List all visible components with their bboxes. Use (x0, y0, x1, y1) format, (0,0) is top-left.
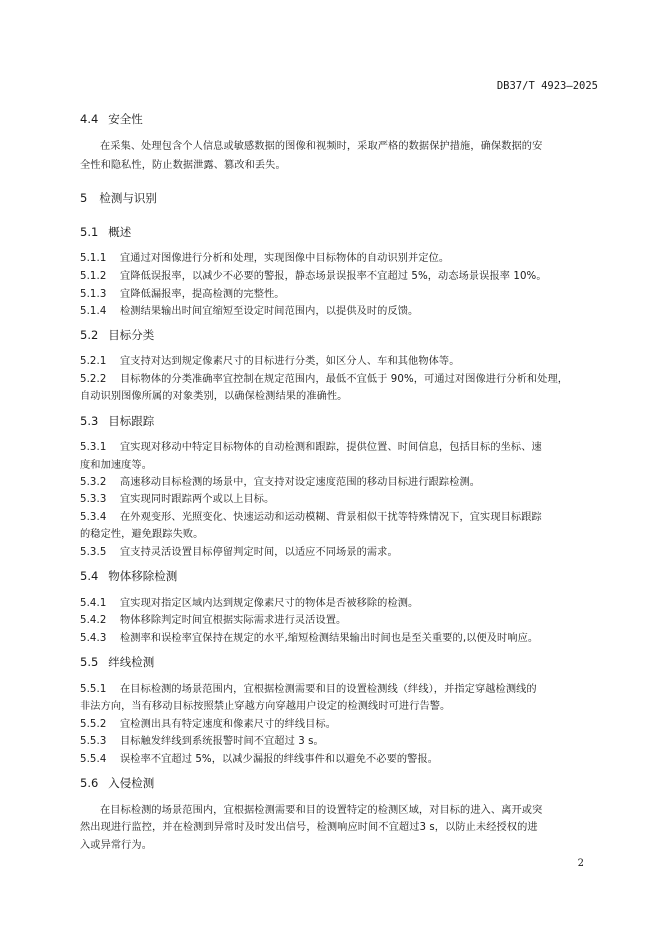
clause-text: 宜通过对图像进行分析和处理，实现图像中目标物体的自动识别并定位。 (120, 253, 450, 264)
clause-5-2-2 (80, 370, 568, 385)
document-code: DB37/T 4923—2025 (496, 80, 598, 92)
clause-text: 宜支持对达到规定像素尺寸的目标进行分类，如区分人、车和其他物体等。 (120, 356, 460, 367)
clause-text: 目标触发绊线到系统报警时间不宜超过 3 s。 (120, 736, 324, 747)
clause-number: 5.3.3 (80, 494, 107, 505)
section-title: 概述 (108, 225, 132, 239)
clause-5-4-3 (80, 629, 538, 644)
clause-continuation: 非法方向，当有移动目标按照禁止穿越方向穿越用户设定的检测线时可进行告警。 (80, 701, 451, 712)
section-heading-5-5 (80, 654, 154, 670)
section-title: 目标分类 (108, 328, 155, 342)
clause-number: 5.4.1 (80, 598, 107, 609)
clause-number: 5.2.1 (80, 356, 107, 367)
clause-5-1-4 (80, 302, 418, 317)
clause-5-4-2 (80, 611, 346, 626)
clause-text: 宜支持灵活设置目标停留判定时间，以适应不同场景的需求。 (120, 547, 398, 558)
clause-text: 误检率不宜超过 5%，以减少漏报的绊线事件和以避免不必要的警报。 (120, 754, 439, 765)
clause-5-5-2 (80, 715, 336, 730)
section-number: 5.2 (80, 328, 99, 342)
clause-text: 检测结果输出时间宜缩短至设定时间范围内，以提供及时的反馈。 (120, 306, 419, 317)
clause-text: 在外观变形、光照变化、快速运动和运动模糊、背景相似干扰等特殊情况下，宜实现目标跟踪 (120, 512, 542, 523)
clause-5-5-4 (80, 750, 438, 765)
clause-number: 5.1.4 (80, 306, 107, 317)
clause-number: 5.1.2 (80, 271, 107, 282)
clause-text: 物体移除判定时间宜根据实际需求进行灵活设置。 (120, 615, 347, 626)
paragraph-line: 在目标检测的场景范围内，宜根据检测需要和目的设置特定的检测区域，对目标的进入、离开或突 (100, 805, 543, 816)
clause-text: 宜实现同时跟踪两个或以上目标。 (120, 494, 275, 505)
clause-5-3-4 (80, 508, 542, 523)
section-title: 目标跟踪 (108, 414, 155, 428)
section-heading-5-4 (80, 568, 177, 584)
section-heading-5-2 (80, 327, 154, 343)
clause-number: 5.4.3 (80, 633, 107, 644)
section-number: 5.5 (80, 655, 99, 669)
clause-5-4-1 (80, 594, 418, 609)
section-heading-4-4 (80, 111, 143, 127)
clause-5-5-1 (80, 680, 537, 695)
page-number: 2 (577, 858, 584, 869)
clause-number: 5.3.5 (80, 547, 107, 558)
clause-continuation: 度和加速度等。 (80, 460, 153, 471)
clause-text: 检测率和误检率宜保持在规定的水平,缩短检测结果输出时间也是至关重要的,以便及时响应。 (120, 633, 539, 644)
clause-number: 5.5.3 (80, 736, 107, 747)
section-heading-5-6 (80, 775, 154, 791)
section-number: 5.3 (80, 414, 99, 428)
section-number: 5.6 (80, 776, 99, 790)
paragraph-line: 在采集、处理包含个人信息或敏感数据的图像和视频时，采取严格的数据保护措施，确保数据的安 (100, 141, 543, 152)
clause-text: 宜检测出具有特定速度和像素尺寸的绊线目标。 (120, 719, 337, 730)
clause-text: 宜降低误报率，以减少不必要的警报，静态场景误报率不宜超过 5%，动态场景误报率 10%。 (120, 271, 547, 282)
clause-number: 5.5.2 (80, 719, 107, 730)
clause-5-3-3 (80, 490, 274, 505)
clause-text: 在目标检测的场景范围内，宜根据检测需要和目的设置检测线（绊线），并指定穿越检测线的 (120, 684, 537, 695)
clause-continuation: 自动识别图像所属的对象类别，以确保检测结果的准确性。 (80, 391, 348, 402)
clause-text: 目标物体的分类准确率宜控制在规定范围内，最低不宜低于 90%，可通过对图像进行分析和处理， (120, 374, 569, 385)
chapter-number: 5 (80, 191, 88, 205)
clause-text: 宜实现对移动中特定目标物体的自动检测和跟踪，提供位置、时间信息，包括目标的坐标、速 (120, 442, 542, 453)
section-heading-5-3 (80, 413, 154, 429)
clause-text: 宜降低漏报率，提高检测的完整性。 (120, 289, 285, 300)
clause-5-3-2 (80, 473, 480, 488)
clause-number: 5.1.3 (80, 289, 107, 300)
paragraph-line: 然出现进行监控，并在检测到异常时及时发出信号，检测响应时间不宜超过3 s，以防止未经授权的进 (80, 822, 538, 833)
clause-5-1-1 (80, 249, 449, 264)
section-title: 入侵检测 (108, 776, 155, 790)
section-title: 物体移除检测 (108, 569, 178, 583)
clause-number: 5.3.1 (80, 442, 107, 453)
clause-5-1-3 (80, 285, 285, 300)
clause-5-3-1 (80, 438, 542, 453)
clause-continuation: 的稳定性，避免跟踪失败。 (80, 529, 204, 540)
clause-5-3-5 (80, 543, 398, 558)
clause-5-5-3 (80, 732, 324, 747)
section-number: 5.4 (80, 569, 99, 583)
clause-text: 高速移动目标检测的场景中，宜支持对设定速度范围的移动目标进行跟踪检测。 (120, 477, 481, 488)
clause-number: 5.5.4 (80, 754, 107, 765)
clause-number: 5.3.2 (80, 477, 107, 488)
clause-number: 5.5.1 (80, 684, 107, 695)
section-heading-5-1 (80, 224, 131, 240)
clause-number: 5.4.2 (80, 615, 107, 626)
clause-text: 宜实现对指定区域内达到规定像素尺寸的物体是否被移除的检测。 (120, 598, 419, 609)
section-number: 4.4 (80, 112, 99, 126)
paragraph-line: 入或异常行为。 (80, 840, 153, 851)
section-title: 安全性 (108, 112, 143, 126)
chapter-heading-5 (80, 190, 157, 206)
section-title: 绊线检测 (108, 655, 155, 669)
clause-number: 5.3.4 (80, 512, 107, 523)
clause-5-1-2 (80, 267, 547, 282)
clause-number: 5.2.2 (80, 374, 107, 385)
clause-5-2-1 (80, 352, 459, 367)
chapter-title: 检测与识别 (99, 191, 157, 205)
section-number: 5.1 (80, 225, 99, 239)
clause-number: 5.1.1 (80, 253, 107, 264)
paragraph-line: 全性和隐私性，防止数据泄露、篡改和丢失。 (80, 160, 286, 171)
